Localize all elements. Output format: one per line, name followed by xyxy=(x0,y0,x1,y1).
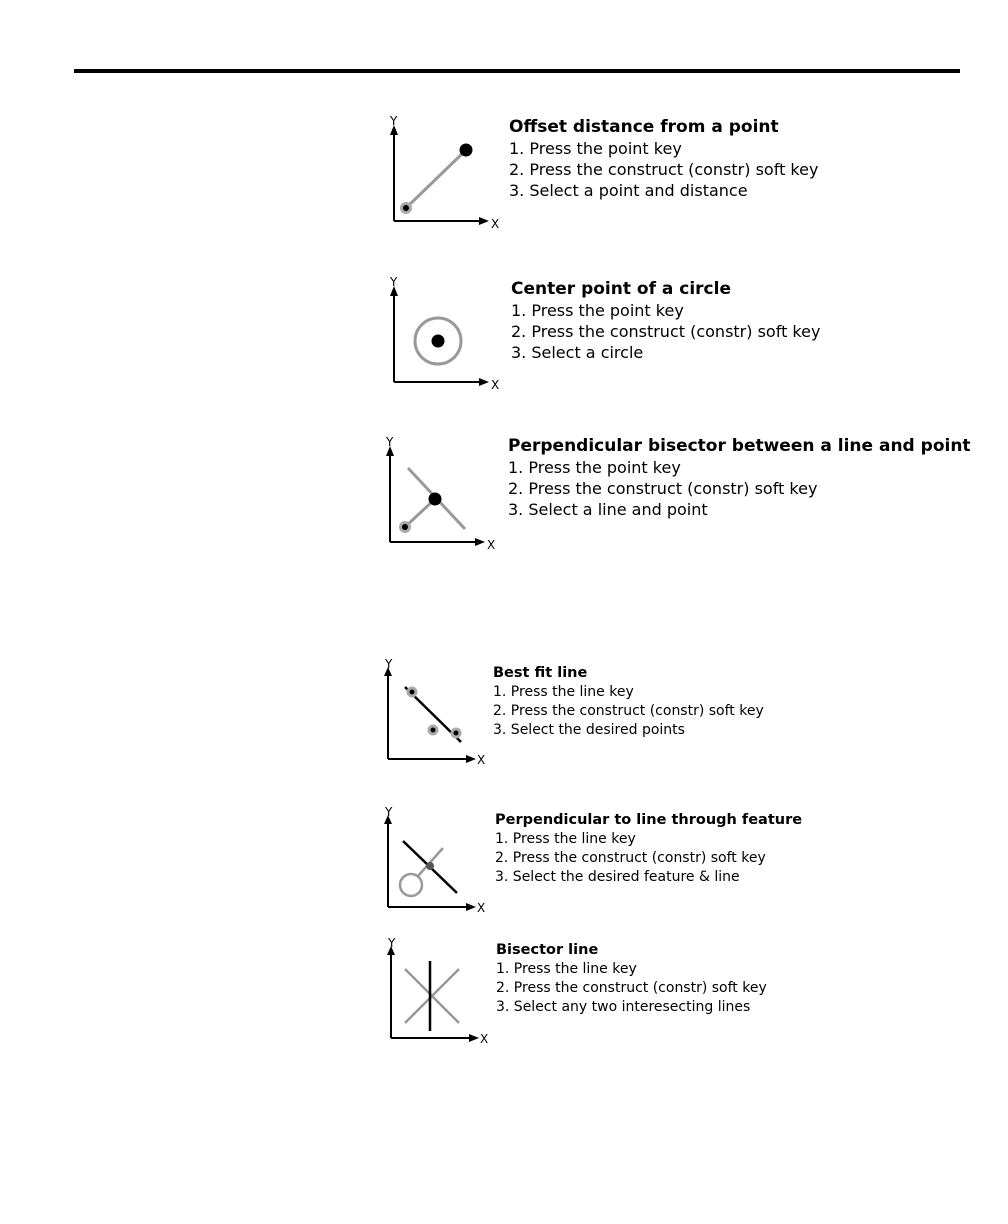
step-item: 3. Select the desired points xyxy=(493,722,685,738)
header-rule xyxy=(74,69,960,73)
axis-group xyxy=(384,805,485,915)
section-title: Best fit line xyxy=(493,665,588,681)
axis-group xyxy=(384,657,485,767)
offset-distance-diagram-icon xyxy=(385,113,505,231)
best-fit-line-diagram-icon xyxy=(380,656,490,768)
step-item: 2. Press the construct (constr) soft key xyxy=(495,850,766,866)
y-axis-label: Y xyxy=(390,114,398,128)
section-title: Offset distance from a point xyxy=(509,117,779,137)
circle-center-diagram-icon xyxy=(385,274,505,392)
bisector-line-diagram-icon xyxy=(383,935,493,1047)
step-item: 2. Press the construct (constr) soft key xyxy=(493,703,764,719)
step-item: 1. Press the point key xyxy=(508,458,681,477)
step-item: 1. Press the point key xyxy=(511,301,684,320)
y-axis-label: Y xyxy=(386,435,394,449)
step-item: 1. Press the line key xyxy=(495,831,636,847)
step-item: 3. Select a circle xyxy=(511,343,644,362)
axis-group xyxy=(389,275,499,392)
x-axis-label: X xyxy=(477,753,486,767)
step-item: 3. Select a point and distance xyxy=(509,181,748,200)
x-axis-label: X xyxy=(477,901,486,915)
step-item: 3. Select the desired feature & line xyxy=(495,869,740,885)
step-item: 3. Select a line and point xyxy=(508,500,708,519)
section-title: Bisector line xyxy=(496,942,599,958)
y-axis-label: Y xyxy=(385,657,393,671)
perpendicular-bisector-diagram-icon xyxy=(381,434,501,552)
step-item: 2. Press the construct (constr) soft key xyxy=(508,479,818,498)
step-item: 1. Press the line key xyxy=(493,684,634,700)
y-axis-label: Y xyxy=(390,275,398,289)
x-axis-label: X xyxy=(480,1032,489,1046)
perpendicular-feature-diagram-icon xyxy=(380,804,490,916)
section-title: Perpendicular bisector between a line and point xyxy=(508,436,971,456)
step-item: 1. Press the point key xyxy=(509,139,682,158)
step-item: 1. Press the line key xyxy=(496,961,637,977)
axis-group xyxy=(385,435,495,552)
step-item: 2. Press the construct (constr) soft key xyxy=(496,980,767,996)
section-title: Perpendicular to line through feature xyxy=(495,812,803,828)
y-axis-label: Y xyxy=(385,805,393,819)
x-axis-label: X xyxy=(491,217,500,231)
section-title: Center point of a circle xyxy=(511,279,731,299)
x-axis-label: X xyxy=(491,378,500,392)
step-item: 2. Press the construct (constr) soft key xyxy=(509,160,819,179)
step-item: 3. Select any two interesecting lines xyxy=(496,999,751,1015)
y-axis-label: Y xyxy=(388,936,396,950)
x-axis-label: X xyxy=(487,538,496,552)
step-item: 2. Press the construct (constr) soft key xyxy=(511,322,821,341)
